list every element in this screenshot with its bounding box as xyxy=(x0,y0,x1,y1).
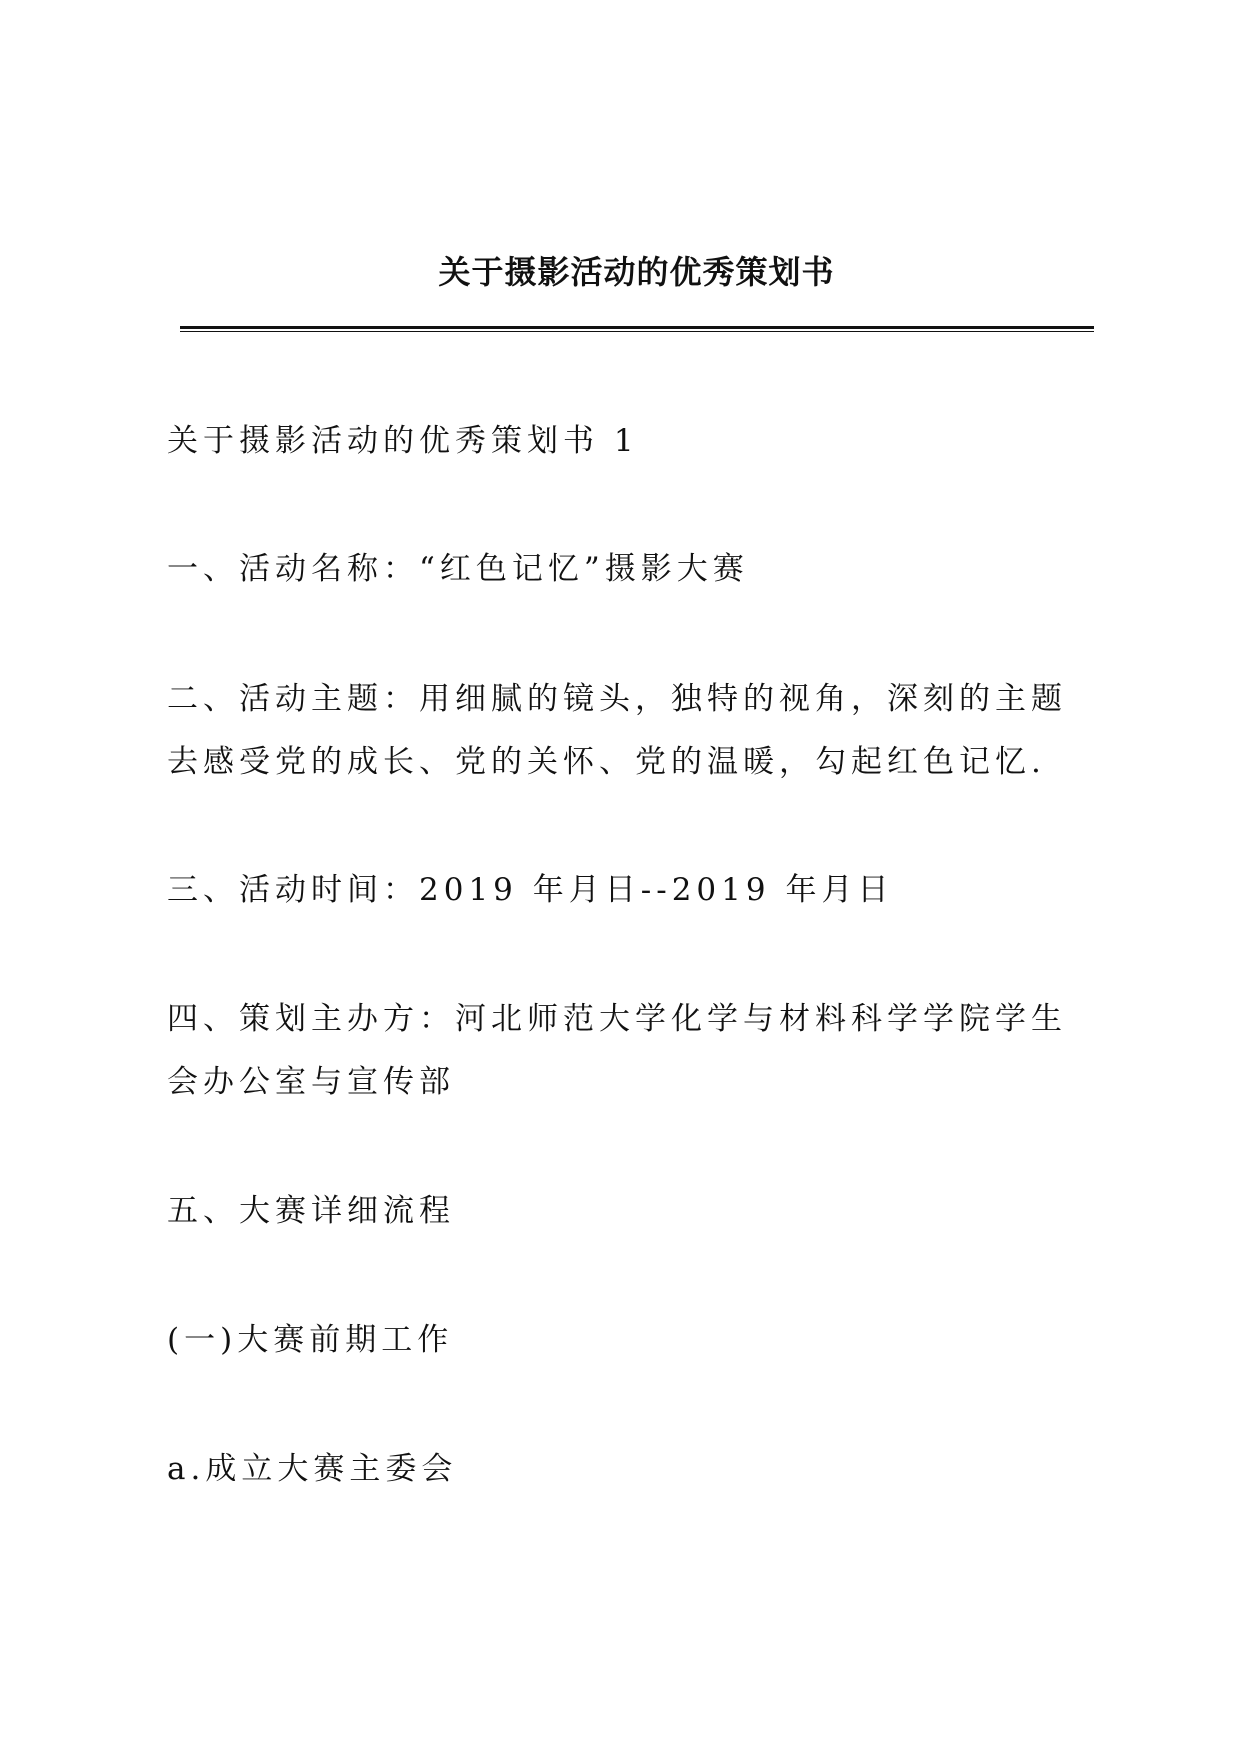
paragraph-activity-theme: 二、活动主题：用细腻的镜头，独特的视角，深刻的主题去感受党的成长、党的关怀、党的温暖，勾起红色记忆. xyxy=(167,681,1067,780)
section-heading: 关于摄影活动的优秀策划书 1 xyxy=(167,423,639,459)
paragraph-activity-time: 三、活动时间：2019 年月日--2019 年月日 xyxy=(167,872,894,908)
paragraph-process-heading: 五、大赛详细流程 xyxy=(167,1193,455,1229)
title-divider xyxy=(180,326,1094,332)
divider-thick-line xyxy=(180,326,1094,329)
document-title: 关于摄影活动的优秀策划书 xyxy=(438,253,835,291)
divider-thin-line xyxy=(180,331,1094,332)
paragraph-early-work: (一)大赛前期工作 xyxy=(167,1322,454,1358)
paragraph-organizer: 四、策划主办方：河北师范大学化学与材料科学学院学生会办公室与宣传部 xyxy=(167,1001,1067,1100)
paragraph-activity-name: 一、活动名称：“红色记忆”摄影大赛 xyxy=(167,551,749,587)
paragraph-committee: a.成立大赛主委会 xyxy=(167,1451,458,1487)
